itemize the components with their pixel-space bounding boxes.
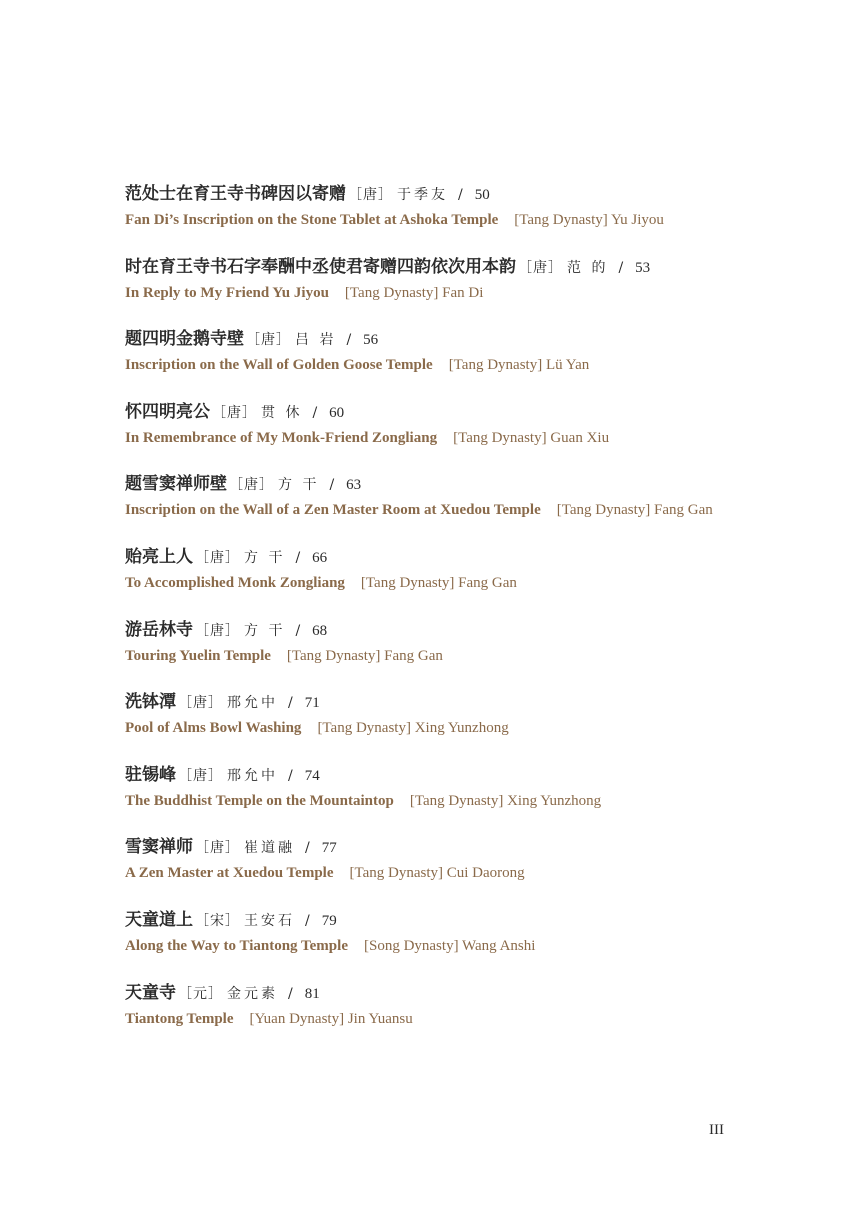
toc-entry-english <box>125 498 785 522</box>
chinese-author: 金元素 <box>227 985 278 1002</box>
separator: / <box>305 840 310 857</box>
page-number: 50 <box>474 187 490 203</box>
toc-entry-chinese <box>125 906 785 934</box>
toc-entry-chinese <box>125 833 785 861</box>
toc-entry-chinese <box>125 543 785 571</box>
chinese-title: 怀四明亮公 <box>125 401 210 422</box>
english-author: [Tang Dynasty] Xing Yunzhong <box>409 792 602 809</box>
chinese-author: 方 干 <box>244 622 286 639</box>
chinese-author: 方 干 <box>278 477 320 494</box>
toc-entry-english <box>125 571 785 595</box>
toc-entry-chinese <box>125 325 785 353</box>
page-number: 71 <box>304 695 320 712</box>
english-author: [Song Dynasty] Wang Anshi <box>363 937 536 954</box>
english-author: [Tang Dynasty] Cui Daorong <box>349 865 525 882</box>
english-title: Along the Way to Tiantong Temple <box>125 937 348 954</box>
chinese-dynasty: ［唐］ <box>229 477 274 494</box>
chinese-dynasty: ［唐］ <box>178 695 223 712</box>
toc-entry[interactable] <box>125 253 785 326</box>
toc-entry-chinese <box>125 761 785 789</box>
chinese-author: 吕 岩 <box>295 332 337 349</box>
english-author: [Tang Dynasty] Fang Gan <box>360 574 517 591</box>
chinese-dynasty: ［唐］ <box>195 622 240 639</box>
chinese-dynasty: ［唐］ <box>246 332 291 349</box>
separator: / <box>288 695 293 712</box>
toc-entry[interactable] <box>125 906 785 979</box>
toc-entry-chinese <box>125 398 785 426</box>
toc-entry-chinese <box>125 979 785 1007</box>
toc-entry-english <box>125 716 785 740</box>
chinese-dynasty: ［唐］ <box>348 187 393 203</box>
separator: / <box>295 622 301 639</box>
english-title: In Remembrance of My Monk-Friend Zongliang <box>125 429 438 446</box>
chinese-title: 题四明金鹅寺壁 <box>125 329 244 350</box>
toc-entry-english <box>125 281 785 305</box>
english-title: The Buddhist Temple on the Mountaintop <box>125 792 394 809</box>
chinese-title: 时在育王寺书石字奉酬中丞使君寄赠四韵依次用本韵 <box>125 256 516 277</box>
toc-entry-english <box>125 208 785 232</box>
chinese-title: 雪窦禅师 <box>125 837 193 858</box>
chinese-title: 天童寺 <box>125 982 176 1003</box>
separator: / <box>288 985 293 1002</box>
chinese-author: 崔道融 <box>244 840 295 857</box>
toc-entry-chinese <box>125 470 785 498</box>
english-author: [Tang Dynasty] Yu Jiyou <box>514 212 664 228</box>
page-number: 81 <box>304 985 320 1002</box>
chinese-title: 范处士在育王寺书碑因以寄赠 <box>125 184 346 204</box>
separator: / <box>458 187 463 203</box>
toc-entry[interactable] <box>125 761 785 834</box>
page-number: 66 <box>312 549 328 566</box>
english-title: To Accomplished Monk Zongliang <box>125 574 345 591</box>
toc-entry[interactable] <box>125 398 785 471</box>
page-folio: III <box>709 1122 724 1138</box>
separator: / <box>618 259 624 276</box>
separator: / <box>329 477 335 494</box>
chinese-title: 贻亮上人 <box>125 546 193 567</box>
toc-entry[interactable] <box>125 543 785 616</box>
toc-entry-english <box>125 353 785 377</box>
english-author: [Yuan Dynasty] Jin Yuansu <box>249 1010 413 1027</box>
chinese-dynasty: ［唐］ <box>195 840 240 857</box>
chinese-author: 范 的 <box>567 259 609 276</box>
toc-entry[interactable] <box>125 180 785 253</box>
chinese-author: 王安石 <box>244 912 295 929</box>
chinese-dynasty: ［唐］ <box>178 767 223 784</box>
toc-entry[interactable] <box>125 688 785 761</box>
chinese-author: 邢允中 <box>227 767 278 784</box>
chinese-dynasty: ［唐］ <box>518 259 563 276</box>
chinese-title: 洗钵潭 <box>125 692 176 713</box>
toc-entry-chinese <box>125 253 785 281</box>
english-author: [Tang Dynasty] Fan Di <box>344 284 484 301</box>
toc-entry-english <box>125 934 785 958</box>
toc-entry[interactable] <box>125 833 785 906</box>
toc-entry[interactable] <box>125 470 785 543</box>
toc-entry[interactable] <box>125 325 785 398</box>
page-number: 63 <box>346 477 362 494</box>
english-author: [Tang Dynasty] Xing Yunzhong <box>317 720 509 737</box>
toc-entry-english <box>125 1007 785 1031</box>
page-number: 53 <box>635 259 651 276</box>
chinese-dynasty: ［元］ <box>178 985 223 1002</box>
toc-entry-english <box>125 426 785 450</box>
toc-entry-chinese <box>125 688 785 716</box>
page-number: 74 <box>304 767 320 784</box>
toc-entry[interactable] <box>125 979 785 1052</box>
separator: / <box>312 404 318 421</box>
english-title: Tiantong Temple <box>125 1010 234 1027</box>
chinese-dynasty: ［唐］ <box>195 549 240 566</box>
toc-entry-english <box>125 644 785 668</box>
english-title: Inscription on the Wall of a Zen Master Room at Xuedou Temple <box>125 502 541 519</box>
english-author: [Tang Dynasty] Guan Xiu <box>453 429 610 446</box>
toc-entry-english <box>125 789 785 813</box>
page-number: 60 <box>329 404 345 421</box>
toc-entry-chinese <box>125 616 785 644</box>
chinese-title: 天童道上 <box>125 909 193 930</box>
toc-entry-english <box>125 861 785 885</box>
separator: / <box>295 549 301 566</box>
table-of-contents <box>125 180 785 1051</box>
separator: / <box>305 912 310 929</box>
english-author: [Tang Dynasty] Fang Gan <box>556 502 713 519</box>
page-number: 77 <box>321 840 337 857</box>
chinese-title: 题雪窦禅师壁 <box>125 474 227 495</box>
chinese-author: 方 干 <box>244 549 286 566</box>
english-title: Inscription on the Wall of Golden Goose Temple <box>125 357 433 374</box>
english-title: Pool of Alms Bowl Washing <box>125 720 302 737</box>
english-author: [Tang Dynasty] Lü Yan <box>448 357 590 374</box>
toc-entry-chinese <box>125 180 785 208</box>
english-title: Touring Yuelin Temple <box>125 647 271 664</box>
separator: / <box>288 767 293 784</box>
page-number: 79 <box>321 912 337 929</box>
english-title: A Zen Master at Xuedou Temple <box>125 865 334 882</box>
chinese-dynasty: ［宋］ <box>195 912 240 929</box>
english-author: [Tang Dynasty] Fang Gan <box>286 647 443 664</box>
page-number: 68 <box>312 622 328 639</box>
separator: / <box>346 332 352 349</box>
chinese-title: 游岳林寺 <box>125 619 193 640</box>
chinese-dynasty: ［唐］ <box>212 404 257 421</box>
english-title: In Reply to My Friend Yu Jiyou <box>125 284 329 301</box>
chinese-author: 贯 休 <box>261 404 303 421</box>
toc-entry[interactable] <box>125 616 785 689</box>
chinese-author: 邢允中 <box>227 695 278 712</box>
english-title: Fan Di’s Inscription on the Stone Tablet at Ashoka Temple <box>125 212 499 228</box>
page-number: 56 <box>363 332 379 349</box>
chinese-title: 驻锡峰 <box>125 764 176 785</box>
chinese-author: 于季友 <box>397 187 448 203</box>
